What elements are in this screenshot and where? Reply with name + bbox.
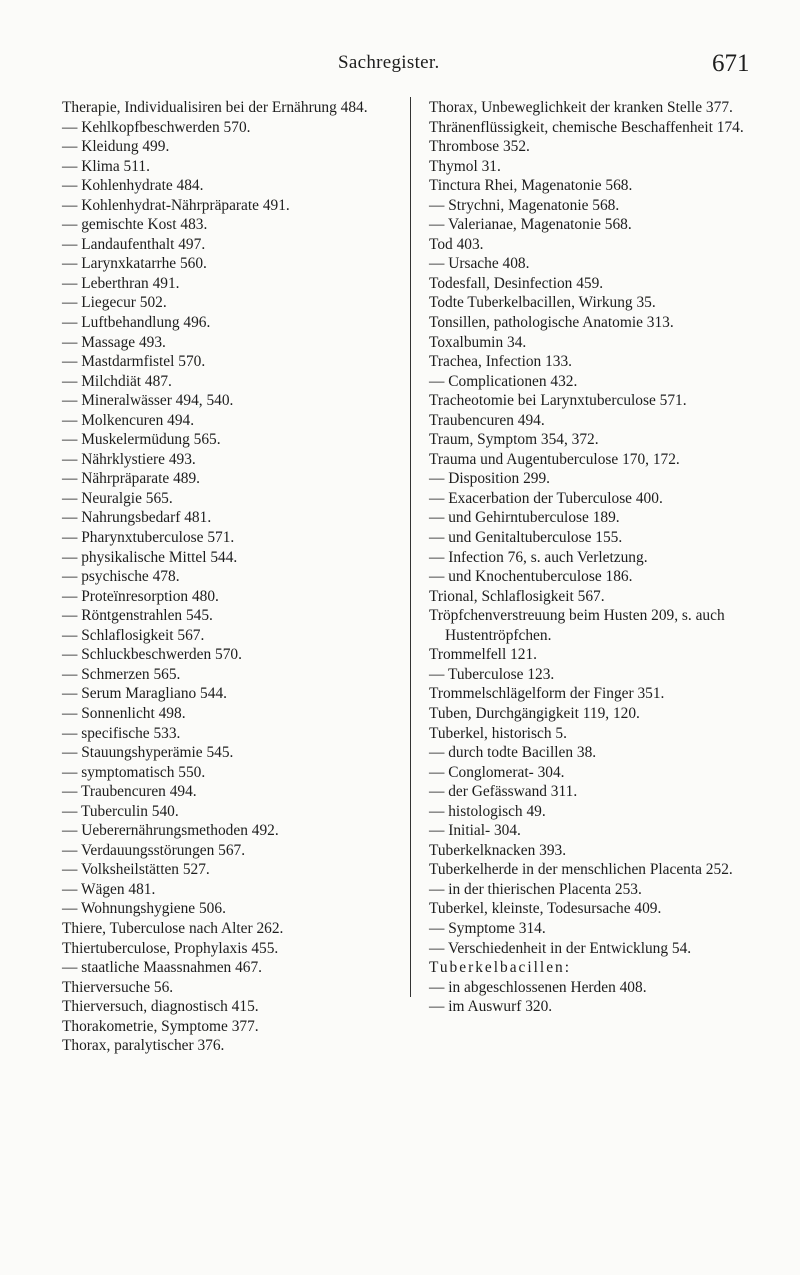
index-entry: — Nährpräparate 489. (62, 470, 201, 488)
index-entry: Tuberkelbacillen: (429, 959, 571, 977)
index-entry: Thierversuch, diagnostisch 415. (62, 998, 259, 1016)
index-entry: — durch todte Bacillen 38. (429, 744, 597, 762)
index-entry: — Tuberculin 540. (62, 802, 179, 820)
index-entry: Trauma und Augentuberculose 170, 172. (429, 450, 680, 468)
index-entry: — Conglomerat- 304. (429, 763, 565, 781)
index-entry: Tröpfchenverstreuung beim Husten 209, s. auch Hustentröpfchen. (429, 607, 725, 644)
index-entry: — Kohlenhydrate 484. (62, 177, 204, 195)
index-entry: — Ueberernährungsmethoden 492. (62, 822, 279, 840)
running-title: Sachregister. (338, 52, 440, 73)
index-entry: — Exacerbation der Tuberculose 400. (429, 489, 663, 507)
index-entry: — Tuberculose 123. (429, 665, 555, 683)
index-entry: — Verdauungsstörungen 567. (62, 841, 246, 859)
index-entry: — gemischte Kost 483. (62, 216, 208, 234)
index-entry: — Milchdiät 487. (62, 372, 172, 390)
index-entry: Thorax, Unbeweglichkeit der kranken Stelle 377. (429, 99, 733, 116)
index-entry: — Larynxkatarrhe 560. (62, 255, 207, 273)
index-entry: Tinctura Rhei, Magenatonie 568. (429, 177, 633, 195)
index-entry: — Molkencuren 494. (62, 411, 195, 429)
index-entry: — und Gehirntuberculose 189. (429, 509, 620, 527)
index-entry: Traubencuren 494. (429, 411, 545, 429)
index-entry: Thierversuche 56. (62, 978, 174, 996)
index-entry: — Serum Maragliano 544. (62, 685, 227, 703)
index-entry: — Schluckbeschwerden 570. (62, 646, 242, 664)
column-divider (410, 97, 411, 997)
index-entry: — staatliche Maassnahmen 467. (62, 959, 263, 977)
index-entry: Traum, Symptom 354, 372. (429, 431, 599, 449)
index-entry: — Volksheilstätten 527. (62, 861, 210, 879)
index-entry: — und Genitaltuberculose 155. (429, 529, 623, 547)
index-entry: — histologisch 49. (429, 802, 546, 820)
index-entry: Tod 403. (429, 235, 484, 253)
index-entry: — und Knochentuberculose 186. (429, 568, 633, 586)
index-entry: Therapie, Individualisiren bei der Ernährung 484. (62, 99, 368, 116)
index-entry: — in abgeschlossenen Herden 408. (429, 978, 647, 996)
index-entry: — Disposition 299. (429, 470, 550, 488)
index-entry: — Schlaflosigkeit 567. (62, 626, 205, 644)
index-entry: Tuberkelknacken 393. (429, 841, 567, 859)
index-entry: Trommelfell 121. (429, 646, 538, 664)
index-entry: Tuberkel, historisch 5. (429, 724, 567, 742)
index-entry: — Pharynxtuberculose 571. (62, 529, 235, 547)
index-entry: Thiere, Tuberculose nach Alter 262. (62, 919, 284, 937)
index-entry: Tonsillen, pathologische Anatomie 313. (429, 314, 674, 332)
index-entry: — Neuralgie 565. (62, 489, 173, 507)
index-entry: Trommelschlägelform der Finger 351. (429, 685, 665, 703)
index-entry: — in der thierischen Placenta 253. (429, 880, 642, 898)
index-entry: — Kehlkopfbeschwerden 570. (62, 118, 251, 136)
index-entry: — Proteïnresorption 480. (62, 587, 219, 605)
index-entry: — Liegecur 502. (62, 294, 167, 312)
index-entry: — Schmerzen 565. (62, 665, 181, 683)
index-entry: — Röntgenstrahlen 545. (62, 607, 213, 625)
index-entry: — psychische 478. (62, 568, 180, 586)
index-entry: — Mineralwässer 494, 540. (62, 392, 234, 410)
index-entry: Todesfall, Desinfection 459. (429, 274, 604, 292)
index-entry: — physikalische Mittel 544. (62, 548, 238, 566)
index-entry: — Mastdarmfistel 570. (62, 353, 206, 371)
index-entry: Trachea, Infection 133. (429, 353, 573, 371)
index-entry: Trional, Schlaflosigkeit 567. (429, 587, 605, 605)
index-entry: Thränenflüssigkeit, chemische Beschaffenheit 174. (429, 118, 744, 136)
index-column-right (429, 98, 779, 1017)
index-entry: — Kleidung 499. (62, 138, 170, 156)
index-entry: — Verschiedenheit in der Entwicklung 54. (429, 939, 692, 957)
index-entry: — Traubencuren 494. (62, 783, 197, 801)
index-entry: Thorax, paralytischer 376. (62, 1037, 225, 1055)
index-entry: Tracheotomie bei Larynxtuberculose 571. (429, 392, 687, 410)
index-entry: Thymol 31. (429, 157, 501, 175)
index-entry: Toxalbumin 34. (429, 333, 527, 351)
index-entry: Thiertuberculose, Prophylaxis 455. (62, 939, 279, 957)
index-entry: — Strychni, Magenatonie 568. (429, 196, 620, 214)
index-entry: — der Gefässwand 311. (429, 783, 578, 801)
index-entry: — Sonnenlicht 498. (62, 704, 186, 722)
index-entry: — Luftbehandlung 496. (62, 314, 211, 332)
index-entry: Tuberkelherde in der menschlichen Placenta 252. (429, 861, 733, 879)
index-entry: — im Auswurf 320. (429, 998, 553, 1016)
index-entry: Tuberkel, kleinste, Todesursache 409. (429, 900, 662, 918)
index-entry: Tuben, Durchgängigkeit 119, 120. (429, 704, 640, 722)
index-entry: — Leberthran 491. (62, 274, 180, 292)
index-entry: — Stauungshyperämie 545. (62, 744, 234, 762)
index-entry: — Klima 511. (62, 157, 150, 175)
index-entry: — Symptome 314. (429, 919, 546, 937)
index-entry: — Kohlenhydrat-Nährpräparate 491. (62, 196, 290, 214)
index-entry: — specifische 533. (62, 724, 181, 742)
index-entry: — Complicationen 432. (429, 372, 578, 390)
index-entry: — Valerianae, Magenatonie 568. (429, 216, 632, 234)
index-entry: — Nährklystiere 493. (62, 450, 196, 468)
page-number: 671 (712, 50, 750, 77)
index-entry: — Wohnungshygiene 506. (62, 900, 226, 918)
index-entry: — Landaufenthalt 497. (62, 235, 206, 253)
index-entry: — Massage 493. (62, 333, 166, 351)
index-entry: — Nahrungsbedarf 481. (62, 509, 212, 527)
index-entry: Thrombose 352. (429, 138, 530, 156)
index-entry: — symptomatisch 550. (62, 763, 206, 781)
index-entry: Thorakometrie, Symptome 377. (62, 1017, 259, 1035)
index-entry: — Initial- 304. (429, 822, 521, 840)
index-entry: Todte Tuberkelbacillen, Wirkung 35. (429, 294, 656, 312)
index-column-left (62, 98, 397, 1056)
index-entry: — Ursache 408. (429, 255, 530, 273)
index-entry: — Muskelermüdung 565. (62, 431, 221, 449)
page-header (0, 52, 800, 82)
index-entry: — Wägen 481. (62, 880, 156, 898)
index-entry: — Infection 76, s. auch Verletzung. (429, 548, 648, 566)
